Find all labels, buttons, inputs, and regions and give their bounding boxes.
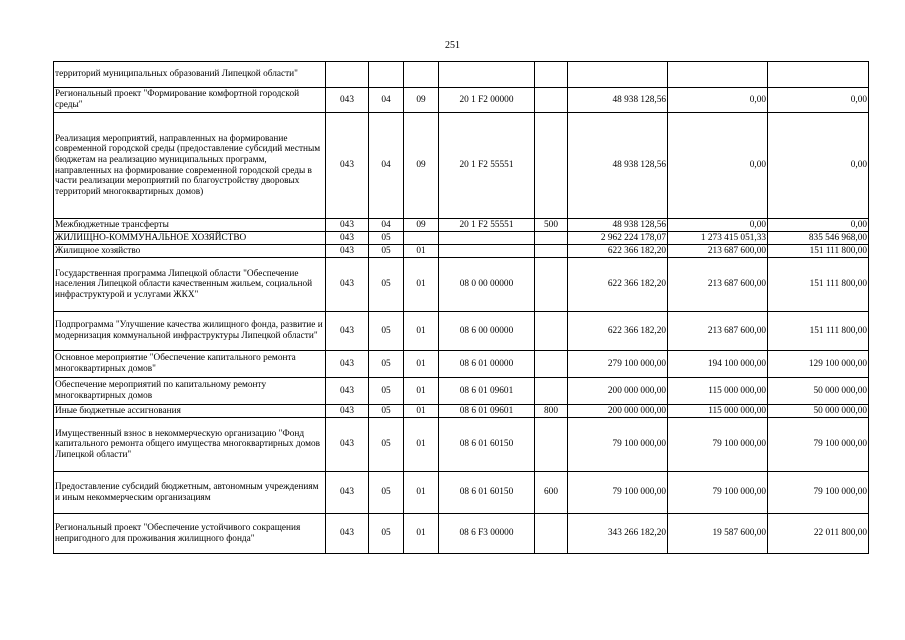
cell-subsection-code: 01 bbox=[404, 312, 439, 351]
table-row bbox=[54, 88, 869, 113]
cell-name: Региональный проект "Формирование комфортной городской среды" bbox=[54, 88, 326, 113]
cell-amount-year2: 1 273 415 051,33 bbox=[668, 232, 768, 245]
cell-name: ЖИЛИЩНО-КОММУНАЛЬНОЕ ХОЗЯЙСТВО bbox=[54, 232, 326, 245]
cell-target-article: 20 1 F2 55551 bbox=[439, 219, 535, 232]
cell-amount-year1: 343 266 182,20 bbox=[568, 514, 668, 554]
cell-amount-year3: 0,00 bbox=[768, 219, 869, 232]
cell-amount-year1: 622 366 182,20 bbox=[568, 258, 668, 312]
cell-amount-year1: 48 938 128,56 bbox=[568, 219, 668, 232]
cell-gr-code: 043 bbox=[326, 88, 369, 113]
cell-amount-year3: 79 100 000,00 bbox=[768, 472, 869, 514]
cell-gr-code: 043 bbox=[326, 405, 369, 418]
cell-name: территорий муниципальных образований Липецкой области" bbox=[54, 62, 326, 88]
cell-gr-code: 043 bbox=[326, 245, 369, 258]
cell-expense-type: 800 bbox=[535, 405, 568, 418]
cell-amount-year3: 151 111 800,00 bbox=[768, 258, 869, 312]
table-row bbox=[54, 113, 869, 219]
cell-name: Иные бюджетные ассигнования bbox=[54, 405, 326, 418]
cell-name: Основное мероприятие "Обеспечение капитального ремонта многоквартирных домов" bbox=[54, 351, 326, 378]
cell-gr-code: 043 bbox=[326, 472, 369, 514]
cell-expense-type: 500 bbox=[535, 219, 568, 232]
cell-amount-year1: 79 100 000,00 bbox=[568, 418, 668, 472]
cell-expense-type bbox=[535, 378, 568, 405]
cell-expense-type bbox=[535, 62, 568, 88]
table-row bbox=[54, 418, 869, 472]
cell-amount-year1 bbox=[568, 62, 668, 88]
cell-expense-type bbox=[535, 232, 568, 245]
cell-amount-year2: 0,00 bbox=[668, 219, 768, 232]
cell-amount-year2: 213 687 600,00 bbox=[668, 258, 768, 312]
cell-section-code: 05 bbox=[369, 418, 404, 472]
cell-target-article: 08 6 01 09601 bbox=[439, 405, 535, 418]
cell-target-article bbox=[439, 232, 535, 245]
table-row bbox=[54, 405, 869, 418]
table-row bbox=[54, 312, 869, 351]
cell-expense-type bbox=[535, 88, 568, 113]
cell-amount-year3: 0,00 bbox=[768, 88, 869, 113]
cell-amount-year2: 0,00 bbox=[668, 113, 768, 219]
cell-amount-year1: 279 100 000,00 bbox=[568, 351, 668, 378]
cell-subsection-code: 01 bbox=[404, 351, 439, 378]
cell-section-code: 05 bbox=[369, 514, 404, 554]
cell-target-article: 08 6 01 09601 bbox=[439, 378, 535, 405]
cell-gr-code: 043 bbox=[326, 312, 369, 351]
cell-amount-year2: 0,00 bbox=[668, 88, 768, 113]
cell-amount-year3: 151 111 800,00 bbox=[768, 312, 869, 351]
cell-amount-year3: 50 000 000,00 bbox=[768, 378, 869, 405]
cell-name: Предоставление субсидий бюджетным, автономным учреждениям и иным некоммерческим организациям bbox=[54, 472, 326, 514]
page-number: 251 bbox=[445, 40, 460, 51]
cell-gr-code: 043 bbox=[326, 232, 369, 245]
cell-section-code: 04 bbox=[369, 219, 404, 232]
cell-name: Реализация мероприятий, направленных на формирование современной городской среды (предоставление субсидий местным бюджетам на реализацию муниципальных программ, направленных на формирование современной городской среды в части реализации мероприятий по благоустройству дворовых территорий многоквартирных домов) bbox=[54, 113, 326, 219]
cell-amount-year3: 151 111 800,00 bbox=[768, 245, 869, 258]
table-row bbox=[54, 378, 869, 405]
table-row bbox=[54, 258, 869, 312]
cell-amount-year3: 22 011 800,00 bbox=[768, 514, 869, 554]
cell-amount-year1: 622 366 182,20 bbox=[568, 312, 668, 351]
cell-amount-year3: 0,00 bbox=[768, 113, 869, 219]
cell-subsection-code: 09 bbox=[404, 219, 439, 232]
cell-subsection-code: 01 bbox=[404, 245, 439, 258]
cell-gr-code: 043 bbox=[326, 351, 369, 378]
cell-name: Межбюджетные трансферты bbox=[54, 219, 326, 232]
cell-target-article: 20 1 F2 00000 bbox=[439, 88, 535, 113]
cell-subsection-code: 01 bbox=[404, 472, 439, 514]
table-row bbox=[54, 232, 869, 245]
cell-amount-year2: 194 100 000,00 bbox=[668, 351, 768, 378]
cell-section-code: 05 bbox=[369, 245, 404, 258]
cell-expense-type bbox=[535, 418, 568, 472]
table-row bbox=[54, 62, 869, 88]
cell-subsection-code: 09 bbox=[404, 88, 439, 113]
cell-subsection-code: 01 bbox=[404, 378, 439, 405]
cell-amount-year1: 48 938 128,56 bbox=[568, 113, 668, 219]
cell-amount-year1: 200 000 000,00 bbox=[568, 405, 668, 418]
cell-name: Жилищное хозяйство bbox=[54, 245, 326, 258]
cell-section-code: 05 bbox=[369, 258, 404, 312]
cell-expense-type bbox=[535, 351, 568, 378]
cell-subsection-code: 01 bbox=[404, 418, 439, 472]
cell-name: Региональный проект "Обеспечение устойчивого сокращения непригодного для проживания жилищного фонда" bbox=[54, 514, 326, 554]
cell-amount-year1: 2 962 224 178,07 bbox=[568, 232, 668, 245]
cell-expense-type bbox=[535, 113, 568, 219]
cell-amount-year2: 115 000 000,00 bbox=[668, 405, 768, 418]
cell-amount-year2: 79 100 000,00 bbox=[668, 472, 768, 514]
cell-subsection-code bbox=[404, 232, 439, 245]
cell-target-article: 08 0 00 00000 bbox=[439, 258, 535, 312]
cell-amount-year1: 200 000 000,00 bbox=[568, 378, 668, 405]
cell-amount-year2: 213 687 600,00 bbox=[668, 312, 768, 351]
cell-name: Подпрограмма "Улучшение качества жилищного фонда, развитие и модернизация коммунальной инфраструктуры Липецкой области" bbox=[54, 312, 326, 351]
cell-target-article bbox=[439, 245, 535, 258]
cell-subsection-code: 01 bbox=[404, 405, 439, 418]
cell-subsection-code: 09 bbox=[404, 113, 439, 219]
cell-target-article: 08 6 01 60150 bbox=[439, 472, 535, 514]
table-row bbox=[54, 514, 869, 554]
cell-expense-type bbox=[535, 258, 568, 312]
cell-expense-type bbox=[535, 312, 568, 351]
table-row bbox=[54, 472, 869, 514]
cell-target-article bbox=[439, 62, 535, 88]
cell-section-code: 05 bbox=[369, 232, 404, 245]
table-row bbox=[54, 219, 869, 232]
cell-amount-year2: 79 100 000,00 bbox=[668, 418, 768, 472]
cell-section-code bbox=[369, 62, 404, 88]
cell-name: Обеспечение мероприятий по капитальному ремонту многоквартирных домов bbox=[54, 378, 326, 405]
cell-subsection-code: 01 bbox=[404, 258, 439, 312]
cell-gr-code: 043 bbox=[326, 378, 369, 405]
cell-gr-code: 043 bbox=[326, 219, 369, 232]
cell-gr-code: 043 bbox=[326, 514, 369, 554]
cell-amount-year2 bbox=[668, 62, 768, 88]
cell-amount-year1: 622 366 182,20 bbox=[568, 245, 668, 258]
cell-amount-year2: 19 587 600,00 bbox=[668, 514, 768, 554]
cell-section-code: 05 bbox=[369, 312, 404, 351]
cell-amount-year1: 48 938 128,56 bbox=[568, 88, 668, 113]
cell-amount-year3: 835 546 968,00 bbox=[768, 232, 869, 245]
cell-name: Имущественный взнос в некоммерческую организацию "Фонд капитального ремонта общего имущества многоквартирных домов Липецкой области" bbox=[54, 418, 326, 472]
cell-section-code: 04 bbox=[369, 113, 404, 219]
cell-expense-type bbox=[535, 514, 568, 554]
cell-section-code: 04 bbox=[369, 88, 404, 113]
cell-amount-year3: 129 100 000,00 bbox=[768, 351, 869, 378]
cell-target-article: 08 6 01 00000 bbox=[439, 351, 535, 378]
cell-amount-year3: 50 000 000,00 bbox=[768, 405, 869, 418]
cell-subsection-code: 01 bbox=[404, 514, 439, 554]
cell-amount-year1: 79 100 000,00 bbox=[568, 472, 668, 514]
cell-amount-year3 bbox=[768, 62, 869, 88]
cell-expense-type bbox=[535, 245, 568, 258]
cell-section-code: 05 bbox=[369, 405, 404, 418]
table-row bbox=[54, 351, 869, 378]
cell-amount-year2: 115 000 000,00 bbox=[668, 378, 768, 405]
cell-amount-year2: 213 687 600,00 bbox=[668, 245, 768, 258]
cell-expense-type: 600 bbox=[535, 472, 568, 514]
cell-section-code: 05 bbox=[369, 472, 404, 514]
cell-target-article: 08 6 F3 00000 bbox=[439, 514, 535, 554]
cell-target-article: 08 6 01 60150 bbox=[439, 418, 535, 472]
cell-target-article: 20 1 F2 55551 bbox=[439, 113, 535, 219]
cell-gr-code: 043 bbox=[326, 113, 369, 219]
cell-gr-code bbox=[326, 62, 369, 88]
cell-subsection-code bbox=[404, 62, 439, 88]
cell-amount-year3: 79 100 000,00 bbox=[768, 418, 869, 472]
cell-gr-code: 043 bbox=[326, 258, 369, 312]
table-row bbox=[54, 245, 869, 258]
budget-table bbox=[53, 61, 869, 554]
cell-gr-code: 043 bbox=[326, 418, 369, 472]
cell-name: Государственная программа Липецкой области "Обеспечение населения Липецкой области качественным жильем, социальной инфраструктурой и услугами ЖКХ" bbox=[54, 258, 326, 312]
cell-section-code: 05 bbox=[369, 378, 404, 405]
cell-target-article: 08 6 00 00000 bbox=[439, 312, 535, 351]
cell-section-code: 05 bbox=[369, 351, 404, 378]
